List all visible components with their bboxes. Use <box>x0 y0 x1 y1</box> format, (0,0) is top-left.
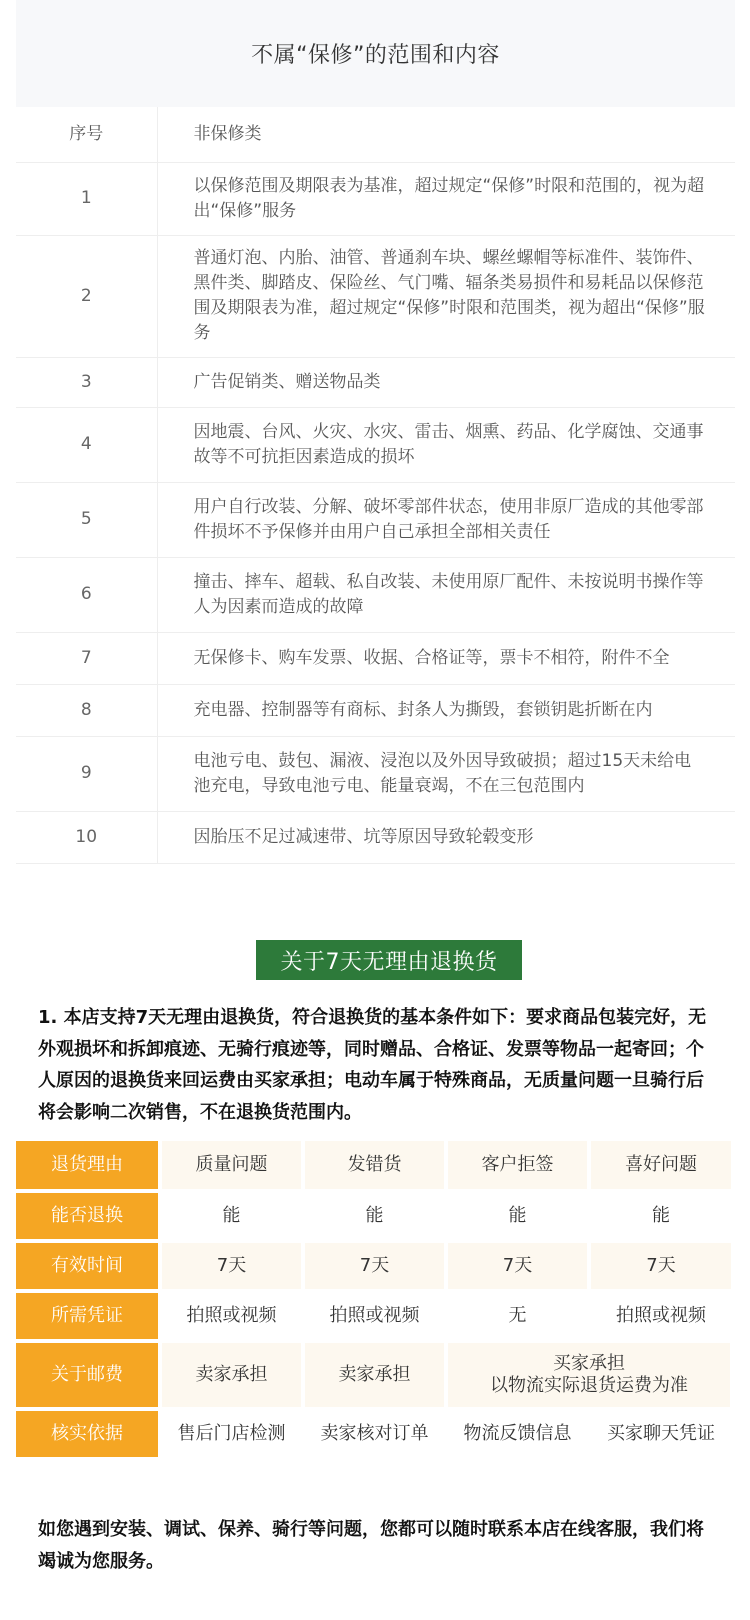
row-text: 充电器、控制器等有商标、封条人为撕毁，套锁钥匙折断在内 <box>157 684 735 736</box>
table-row <box>16 482 735 557</box>
row-text: 以保修范围及期限表为基准，超过规定“保修”时限和范围的，视为超出“保修”服务 <box>157 162 735 235</box>
table-row <box>16 811 735 863</box>
row-no: 8 <box>16 684 157 736</box>
label-reason: 退货理由 <box>16 1141 158 1189</box>
label-shipping: 关于邮费 <box>16 1343 158 1407</box>
header-category: 非保修类 <box>157 107 735 162</box>
cell-period: 7天 <box>591 1243 731 1289</box>
cell-can-return: 能 <box>222 1205 241 1226</box>
row-reason <box>16 1141 735 1189</box>
row-text: 撞击、摔车、超载、私自改装、未使用原厂配件、未按说明书操作等人为因素而造成的故障 <box>157 557 735 632</box>
cell-reason: 客户拒签 <box>448 1141 587 1189</box>
table-row <box>16 557 735 632</box>
row-can-return <box>16 1193 735 1239</box>
non-warranty-title: 不属“保修”的范围和内容 <box>16 0 735 107</box>
shipping-buyer-line1: 买家承担 <box>553 1353 625 1374</box>
row-no: 1 <box>16 162 157 235</box>
cell-period: 7天 <box>448 1243 587 1289</box>
returns-table <box>16 1141 735 1461</box>
row-no: 7 <box>16 632 157 684</box>
table-row <box>16 407 735 482</box>
row-text: 广告促销类、赠送物品类 <box>157 357 735 407</box>
returns-description: 1. 本店支持7天无理由退换货，符合退换货的基本条件如下：要求商品包装完好，无外观损坏和拆卸痕迹、无骑行痕迹等，同时赠品、合格证、发票等物品一起寄回；个人原因的退换货来回运费由买家承担；电动车属于特殊商品，无质量问题一旦骑行后将会影响二次销售，不在退换货范围内。 <box>38 1007 707 1123</box>
cell-proof: 拍照或视频 <box>329 1305 420 1326</box>
row-no: 6 <box>16 557 157 632</box>
footer-note: 如您遇到安装、调试、保养、骑行等问题，您都可以随时联系本店在线客服，我们将竭诚为您服务。 <box>38 1519 704 1572</box>
cell-verify: 售后门店检测 <box>177 1423 286 1444</box>
cell-proof: 拍照或视频 <box>186 1305 277 1326</box>
row-text: 因地震、台风、火灾、水灾、雷击、烟熏、药品、化学腐蚀、交通事故等不可抗拒因素造成的损坏 <box>157 407 735 482</box>
cell-verify: 买家聊天凭证 <box>607 1423 715 1444</box>
table-header-row <box>16 107 735 162</box>
label-verify: 核实依据 <box>16 1411 158 1457</box>
table-row <box>16 357 735 407</box>
table-row <box>16 162 735 235</box>
cell-can-return: 能 <box>652 1205 670 1226</box>
table-row <box>16 684 735 736</box>
cell-proof: 无 <box>508 1305 527 1326</box>
row-proof <box>16 1293 735 1339</box>
row-text: 普通灯泡、内胎、油管、普通刹车块、螺丝螺帽等标准件、装饰件、黑件类、脚踏皮、保险丝、气门嘴、辐条类易损件和易耗品以保修范围及期限表为准，超过规定“保修”时限和范围类，视为超出“保修”服务 <box>157 235 735 357</box>
row-no: 9 <box>16 736 157 811</box>
cell-can-return: 能 <box>508 1205 527 1226</box>
row-text: 因胎压不足过减速带、坑等原因导致轮毂变形 <box>157 811 735 863</box>
table-row <box>16 736 735 811</box>
cell-reason: 质量问题 <box>162 1141 301 1189</box>
shipping-buyer-line2: 以物流实际退货运费为准 <box>490 1375 688 1396</box>
non-warranty-table <box>16 107 735 864</box>
cell-verify: 卖家核对订单 <box>320 1423 429 1444</box>
row-shipping <box>16 1343 735 1407</box>
label-can-return: 能否退换 <box>16 1193 158 1239</box>
row-text: 无保修卡、购车发票、收据、合格证等，票卡不相符，附件不全 <box>157 632 735 684</box>
row-text: 电池亏电、鼓包、漏液、浸泡以及外因导致破损；超过15天未给电池充电，导致电池亏电、能量衰竭，不在三包范围内 <box>157 736 735 811</box>
cell-verify: 物流反馈信息 <box>463 1423 572 1444</box>
cell-period: 7天 <box>162 1243 301 1289</box>
label-proof: 所需凭证 <box>16 1293 158 1339</box>
non-warranty-section <box>16 0 735 864</box>
row-no: 4 <box>16 407 157 482</box>
header-no: 序号 <box>16 107 157 162</box>
cell-proof: 拍照或视频 <box>616 1305 706 1326</box>
row-no: 5 <box>16 482 157 557</box>
cell-can-return: 能 <box>365 1205 384 1226</box>
row-no: 10 <box>16 811 157 863</box>
cell-shipping: 卖家承担 <box>162 1343 301 1407</box>
table-row <box>16 632 735 684</box>
row-period <box>16 1243 735 1289</box>
label-period: 有效时间 <box>16 1243 158 1289</box>
cell-shipping: 卖家承担 <box>305 1343 444 1407</box>
cell-reason: 发错货 <box>305 1141 444 1189</box>
returns-title: 关于7天无理由退换货 <box>256 940 522 980</box>
cell-period: 7天 <box>305 1243 444 1289</box>
row-text: 用户自行改装、分解、破坏零部件状态，使用非原厂造成的其他零部件损坏不予保修并由用户自己承担全部相关责任 <box>157 482 735 557</box>
cell-shipping-buyer <box>448 1343 730 1407</box>
row-no: 2 <box>16 235 157 357</box>
table-row <box>16 235 735 357</box>
cell-reason: 喜好问题 <box>591 1141 731 1189</box>
row-no: 3 <box>16 357 157 407</box>
row-verify <box>16 1411 735 1457</box>
